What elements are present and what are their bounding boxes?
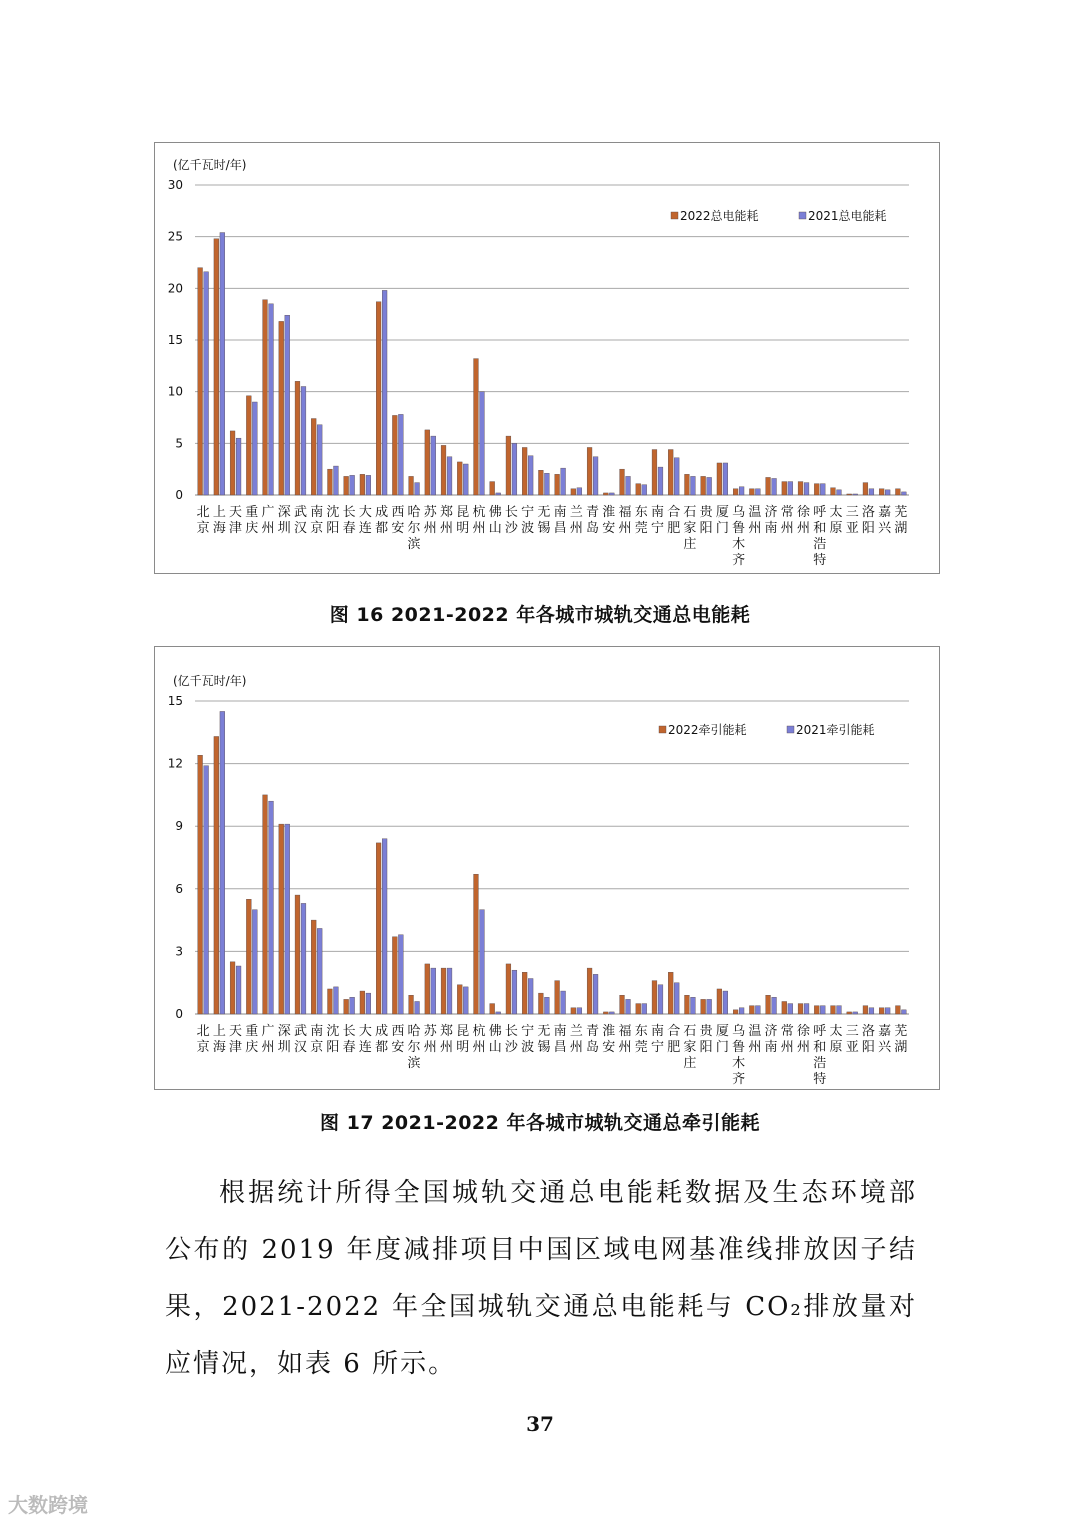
- x-tick-label: 上海: [212, 505, 226, 536]
- bar-series2: [820, 484, 825, 495]
- bar-series2: [707, 999, 712, 1014]
- x-tick-label: 佛山: [488, 1024, 502, 1055]
- x-tick-label: 福州: [618, 505, 632, 536]
- x-tick-label: 西安: [391, 505, 405, 536]
- x-tick-label: 乌鲁木齐: [732, 1024, 746, 1087]
- bar-series2: [398, 935, 403, 1014]
- bar-series2: [366, 475, 371, 495]
- x-tick-label: 太原: [829, 505, 843, 536]
- bar-series1: [620, 995, 625, 1014]
- x-tick-label: 郑州: [440, 505, 454, 536]
- bar-series1: [457, 462, 462, 495]
- x-tick-label: 南昌: [553, 505, 567, 536]
- bar-series1: [311, 419, 316, 495]
- y-tick-label: 25: [167, 229, 183, 244]
- bar-series2: [236, 438, 241, 495]
- x-tick-label: 石家庄: [683, 505, 697, 552]
- bar-series2: [528, 979, 533, 1014]
- bar-series1: [198, 755, 203, 1014]
- y-tick-label: 12: [167, 756, 183, 771]
- bar-series2: [431, 436, 436, 495]
- x-tick-label: 昆明: [456, 1024, 470, 1055]
- bar-series1: [490, 1004, 495, 1014]
- bar-series2: [804, 483, 809, 495]
- bar-series1: [360, 474, 365, 495]
- bar-series2: [901, 492, 906, 495]
- bar-series1: [895, 1006, 900, 1014]
- x-tick-label: 长沙: [504, 1024, 518, 1055]
- bar-series2: [788, 1004, 793, 1014]
- x-tick-label: 南京: [310, 1024, 324, 1055]
- bar-series1: [263, 795, 268, 1014]
- bar-series2: [512, 970, 517, 1014]
- bar-series2: [739, 487, 744, 495]
- x-tick-label: 南宁: [650, 1024, 664, 1055]
- bar-series1: [749, 489, 754, 495]
- bar-series2: [220, 711, 225, 1014]
- bar-series2: [204, 272, 209, 495]
- y-tick-label: 0: [175, 488, 183, 502]
- bar-series1: [879, 489, 884, 495]
- chart-legend: [659, 722, 875, 737]
- x-tick-label: 石家庄: [683, 1024, 697, 1071]
- bar-series1: [328, 469, 333, 495]
- bar-series1: [425, 964, 430, 1014]
- x-tick-label: 大连: [358, 505, 372, 536]
- x-tick-label: 哈尔滨: [407, 1024, 421, 1071]
- x-tick-label: 苏州: [423, 1024, 437, 1055]
- x-tick-label: 济南: [764, 505, 778, 536]
- bar-series1: [847, 1012, 852, 1014]
- bar-series2: [204, 766, 209, 1014]
- x-tick-label: 杭州: [472, 505, 486, 536]
- bar-series2: [285, 824, 290, 1014]
- bar-series2: [317, 425, 322, 495]
- x-tick-label: 东莞: [634, 1024, 648, 1055]
- chart-legend: [671, 208, 887, 223]
- bar-series2: [723, 463, 728, 495]
- x-tick-label: 苏州: [423, 505, 437, 536]
- bar-series2: [674, 983, 679, 1014]
- y-tick-label: 3: [175, 944, 183, 959]
- legend-label: 2022总电能耗: [680, 209, 759, 223]
- bar-series1: [246, 396, 251, 495]
- bar-series2: [415, 483, 420, 495]
- x-tick-label: 呼和浩特: [813, 505, 827, 568]
- bar-series2: [512, 443, 517, 495]
- page-number: 37: [526, 1412, 554, 1436]
- x-tick-label: 兰州: [569, 505, 583, 536]
- bar-series1: [685, 995, 690, 1014]
- bar-series2: [480, 392, 485, 495]
- x-tick-label: 合肥: [667, 505, 681, 536]
- bar-series1: [798, 482, 803, 495]
- bar-series1: [733, 1010, 738, 1014]
- energy-consumption-chart: [154, 142, 940, 574]
- bar-series1: [538, 470, 543, 495]
- bar-series1: [831, 1006, 836, 1014]
- y-tick-label: 15: [167, 333, 183, 347]
- y-tick-label: 15: [167, 694, 183, 708]
- bar-series1: [214, 736, 219, 1014]
- bar-series2: [220, 233, 225, 495]
- bar-series1: [441, 445, 446, 495]
- x-tick-label: 南昌: [553, 1024, 567, 1055]
- bar-series1: [798, 1004, 803, 1014]
- x-tick-label: 长春: [342, 505, 356, 536]
- bar-series1: [295, 381, 300, 495]
- legend-label: 2021牵引能耗: [796, 723, 875, 737]
- y-tick-label: 30: [167, 178, 183, 192]
- bar-series2: [480, 910, 485, 1014]
- x-tick-label: 徐州: [797, 1024, 811, 1055]
- bar-series1: [782, 1001, 787, 1014]
- bar-series2: [577, 488, 582, 495]
- bar-series1: [587, 447, 592, 495]
- x-tick-label: 青岛: [586, 1024, 600, 1055]
- bar-series1: [311, 920, 316, 1014]
- x-tick-label: 宁波: [521, 505, 535, 536]
- bar-series1: [295, 895, 300, 1014]
- x-tick-label: 深圳: [277, 505, 291, 536]
- y-tick-label: 9: [175, 819, 183, 834]
- bar-series1: [392, 415, 397, 495]
- traction-energy-chart-svg: [155, 647, 939, 1089]
- bar-series1: [409, 476, 414, 495]
- bar-series2: [528, 456, 533, 495]
- legend-label: 2022牵引能耗: [668, 723, 747, 737]
- bar-series1: [603, 1012, 608, 1014]
- bar-series1: [538, 993, 543, 1014]
- x-tick-label: 芜湖: [894, 505, 908, 536]
- bar-series2: [236, 966, 241, 1014]
- bar-series2: [269, 801, 274, 1014]
- x-tick-label: 广州: [261, 505, 275, 536]
- x-tick-label: 淮安: [602, 505, 616, 536]
- bar-series1: [392, 937, 397, 1014]
- bar-series2: [691, 476, 696, 495]
- x-tick-label: 无锡: [537, 505, 551, 536]
- bar-series2: [869, 1008, 874, 1014]
- bar-series1: [328, 989, 333, 1014]
- bar-series2: [853, 1012, 858, 1014]
- x-tick-label: 徐州: [797, 505, 811, 536]
- x-tick-label: 贵阳: [699, 505, 713, 536]
- x-tick-label: 南京: [310, 505, 324, 536]
- bar-series1: [652, 981, 657, 1014]
- legend-swatch: [671, 212, 678, 219]
- bar-series2: [415, 1001, 420, 1014]
- bar-series2: [382, 839, 387, 1014]
- x-tick-label: 常州: [780, 1024, 794, 1055]
- x-tick-label: 无锡: [537, 1024, 551, 1055]
- bar-series2: [788, 482, 793, 495]
- bar-series1: [571, 1008, 576, 1014]
- x-tick-label: 长春: [342, 1024, 356, 1055]
- bar-series1: [555, 981, 560, 1014]
- x-tick-label: 沈阳: [326, 1024, 340, 1055]
- bar-series1: [701, 476, 706, 495]
- x-tick-label: 杭州: [472, 1024, 486, 1055]
- bar-series2: [885, 1008, 890, 1014]
- bar-series1: [587, 968, 592, 1014]
- x-tick-label: 重庆: [245, 505, 259, 536]
- bar-series1: [766, 477, 771, 495]
- bar-series2: [317, 928, 322, 1014]
- body-paragraph-text: 根据统计所得全国城轨交通总电能耗数据及生态环境部公布的 2019 年度减排项目中国区域电网基准线排放因子结果，2021-2022 年全国城轨交通总电能耗与 CO₂排放量对应情况，如表 6 所示。: [165, 1178, 917, 1379]
- bar-series2: [447, 968, 452, 1014]
- bar-series2: [496, 493, 501, 495]
- bar-series2: [642, 1004, 647, 1014]
- bar-series1: [701, 999, 706, 1014]
- bar-series1: [279, 824, 284, 1014]
- x-tick-label: 洛阳: [861, 1024, 875, 1055]
- x-tick-label: 广州: [261, 1024, 275, 1055]
- bar-series1: [279, 321, 284, 495]
- bar-series2: [691, 997, 696, 1014]
- bar-series1: [668, 972, 673, 1014]
- x-tick-label: 温州: [748, 1024, 762, 1055]
- bar-series2: [463, 464, 468, 495]
- bar-series2: [804, 1004, 809, 1014]
- bar-series2: [252, 402, 257, 495]
- bar-series1: [263, 300, 268, 495]
- bar-series1: [214, 239, 219, 495]
- x-tick-label: 常州: [780, 505, 794, 536]
- x-tick-label: 乌鲁木齐: [732, 505, 746, 568]
- legend-swatch: [659, 726, 666, 733]
- x-tick-label: 昆明: [456, 505, 470, 536]
- bar-series1: [441, 968, 446, 1014]
- bar-series2: [301, 387, 306, 496]
- x-tick-label: 北京: [196, 1024, 210, 1055]
- bar-series2: [544, 473, 549, 495]
- x-tick-label: 武汉: [293, 1024, 307, 1055]
- x-tick-label: 哈尔滨: [407, 505, 421, 552]
- x-tick-label: 呼和浩特: [813, 1024, 827, 1087]
- bar-series2: [658, 985, 663, 1014]
- bar-series2: [609, 1012, 614, 1014]
- bar-series1: [230, 431, 235, 495]
- bar-series1: [652, 450, 657, 495]
- bar-series1: [198, 268, 203, 495]
- x-tick-label: 嘉兴: [878, 1024, 892, 1055]
- x-tick-label: 嘉兴: [878, 505, 892, 536]
- bar-series2: [398, 414, 403, 495]
- bar-series2: [609, 493, 614, 495]
- x-tick-label: 洛阳: [861, 505, 875, 536]
- bar-series1: [522, 447, 527, 495]
- bar-series2: [820, 1006, 825, 1014]
- bar-series1: [863, 483, 868, 495]
- legend-label: 2021总电能耗: [808, 209, 887, 223]
- bar-series2: [463, 987, 468, 1014]
- x-tick-label: 济南: [764, 1024, 778, 1055]
- bar-series1: [733, 489, 738, 495]
- bar-series2: [837, 1006, 842, 1014]
- x-tick-label: 厦门: [715, 505, 729, 536]
- x-tick-label: 上海: [212, 1024, 226, 1055]
- energy-consumption-chart-svg: [155, 143, 939, 573]
- x-tick-label: 东莞: [634, 505, 648, 536]
- bar-series1: [636, 484, 641, 495]
- bar-series1: [668, 450, 673, 495]
- x-tick-label: 天津: [229, 505, 243, 536]
- traction-energy-chart: [154, 646, 940, 1090]
- bar-series1: [831, 488, 836, 495]
- bar-series2: [772, 997, 777, 1014]
- bar-series2: [707, 477, 712, 495]
- bar-series1: [814, 484, 819, 495]
- bar-series1: [474, 874, 479, 1014]
- bar-series2: [496, 1012, 501, 1014]
- legend-swatch: [799, 212, 806, 219]
- bar-series1: [409, 995, 414, 1014]
- x-tick-label: 青岛: [586, 505, 600, 536]
- x-tick-label: 武汉: [293, 505, 307, 536]
- bar-series1: [782, 482, 787, 495]
- x-tick-label: 淮安: [602, 1024, 616, 1055]
- bar-series1: [506, 964, 511, 1014]
- bar-series1: [246, 899, 251, 1014]
- bar-series1: [506, 436, 511, 495]
- bar-series1: [895, 489, 900, 495]
- bar-series1: [344, 476, 349, 495]
- bar-series2: [577, 1008, 582, 1014]
- y-axis-label: (亿千瓦时/年): [173, 674, 247, 688]
- bar-series2: [350, 475, 355, 495]
- bar-series2: [285, 315, 290, 495]
- bar-series2: [544, 997, 549, 1014]
- bar-series1: [376, 302, 381, 495]
- x-tick-label: 兰州: [569, 1024, 583, 1055]
- bar-series2: [561, 468, 566, 495]
- bar-series1: [685, 474, 690, 495]
- y-tick-label: 6: [175, 881, 183, 896]
- bar-series2: [901, 1010, 906, 1014]
- bar-series1: [863, 1006, 868, 1014]
- x-tick-label: 北京: [196, 505, 210, 536]
- x-tick-label: 厦门: [715, 1024, 729, 1055]
- bar-series2: [269, 304, 274, 495]
- bar-series1: [555, 474, 560, 495]
- bar-series2: [366, 993, 371, 1014]
- x-tick-label: 福州: [618, 1024, 632, 1055]
- bar-series1: [490, 482, 495, 495]
- bar-series1: [522, 972, 527, 1014]
- x-tick-label: 沈阳: [326, 505, 340, 536]
- bar-series1: [847, 494, 852, 495]
- bar-series2: [642, 485, 647, 495]
- x-tick-label: 西安: [391, 1024, 405, 1055]
- bar-series2: [837, 490, 842, 495]
- x-tick-label: 宁波: [521, 1024, 535, 1055]
- bar-series1: [425, 430, 430, 495]
- x-tick-label: 南宁: [650, 505, 664, 536]
- x-tick-label: 郑州: [440, 1024, 454, 1055]
- bar-series1: [620, 469, 625, 495]
- bar-series2: [723, 991, 728, 1014]
- legend-swatch: [787, 726, 794, 733]
- bar-series2: [755, 489, 760, 495]
- figure-17-caption: 图 17 2021-2022 年各城市城轨交通总牵引能耗: [320, 1112, 760, 1134]
- bar-series1: [766, 995, 771, 1014]
- bar-series2: [853, 494, 858, 495]
- x-tick-label: 重庆: [245, 1024, 259, 1055]
- body-paragraph: [165, 1165, 917, 1393]
- bar-series2: [885, 490, 890, 495]
- bar-series2: [447, 457, 452, 495]
- bar-series2: [658, 467, 663, 495]
- bar-series2: [350, 997, 355, 1014]
- bar-series1: [230, 962, 235, 1014]
- bar-series2: [382, 290, 387, 495]
- bar-series2: [593, 974, 598, 1014]
- bar-series1: [636, 1004, 641, 1014]
- x-tick-label: 佛山: [488, 505, 502, 536]
- x-tick-label: 太原: [829, 1024, 843, 1055]
- bar-series1: [879, 1008, 884, 1014]
- bar-series1: [749, 1006, 754, 1014]
- x-tick-label: 三亚: [845, 1024, 859, 1055]
- bar-series1: [360, 991, 365, 1014]
- x-tick-label: 三亚: [845, 505, 859, 536]
- bar-series1: [376, 843, 381, 1014]
- bar-series1: [603, 493, 608, 495]
- y-tick-label: 0: [175, 1007, 183, 1021]
- x-tick-label: 成都: [375, 1024, 389, 1055]
- bar-series2: [334, 987, 339, 1014]
- bar-series2: [626, 476, 631, 495]
- bar-series2: [674, 458, 679, 495]
- bar-series1: [717, 989, 722, 1014]
- bar-series2: [626, 999, 631, 1014]
- bar-series1: [457, 985, 462, 1014]
- bar-series1: [344, 999, 349, 1014]
- bar-series2: [593, 457, 598, 495]
- x-tick-label: 温州: [748, 505, 762, 536]
- y-tick-label: 5: [175, 436, 183, 451]
- bar-series2: [869, 489, 874, 495]
- bar-series1: [717, 463, 722, 495]
- x-tick-label: 天津: [229, 1024, 243, 1055]
- bar-series2: [252, 910, 257, 1014]
- bar-series2: [739, 1008, 744, 1014]
- bar-series1: [814, 1006, 819, 1014]
- y-tick-label: 20: [167, 281, 183, 296]
- y-tick-label: 10: [167, 384, 183, 399]
- bar-series1: [571, 489, 576, 495]
- figure-16-caption: 图 16 2021-2022 年各城市城轨交通总电能耗: [329, 604, 751, 626]
- bar-series2: [755, 1006, 760, 1014]
- bar-series2: [431, 968, 436, 1014]
- y-axis-label: (亿千瓦时/年): [173, 158, 247, 172]
- source-watermark: 大数跨境: [8, 1493, 88, 1517]
- x-tick-label: 合肥: [667, 1024, 681, 1055]
- bar-series2: [334, 466, 339, 495]
- x-tick-label: 深圳: [277, 1024, 291, 1055]
- bar-series2: [772, 478, 777, 495]
- x-tick-label: 长沙: [504, 505, 518, 536]
- bar-series2: [561, 991, 566, 1014]
- x-tick-label: 大连: [358, 1024, 372, 1055]
- x-tick-label: 成都: [375, 505, 389, 536]
- x-tick-label: 芜湖: [894, 1024, 908, 1055]
- x-tick-label: 贵阳: [699, 1024, 713, 1055]
- bar-series1: [474, 359, 479, 495]
- bar-series2: [301, 903, 306, 1014]
